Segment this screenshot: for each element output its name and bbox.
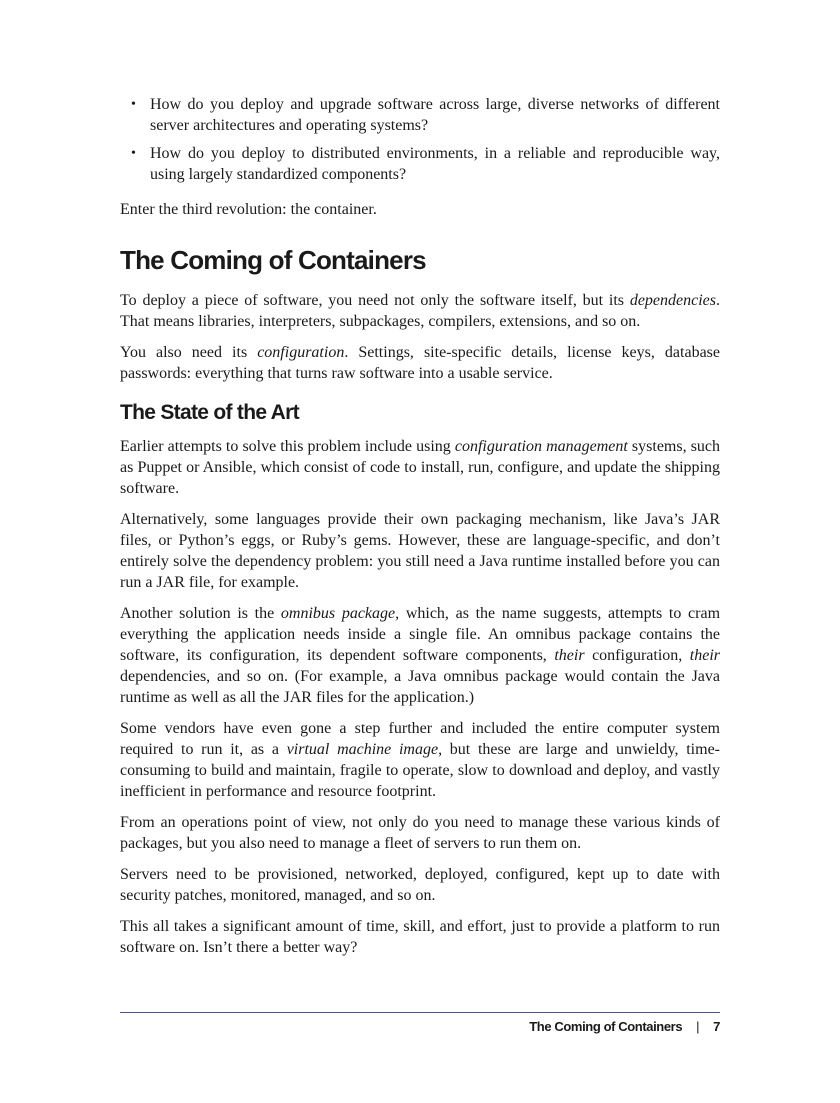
list-item: • How do you deploy to distributed environments, in a reliable and reproducible way, using largely standardized components? <box>131 145 720 183</box>
bullet-icon: • <box>131 97 136 112</box>
page-footer <box>529 1019 720 1034</box>
paragraph: Some vendors have even gone a step further and included the entire computer system required to run it, as a virtual machine image, but these are large and unwieldy, time-consuming to build and maintain, fragile to operate, slow to download and deploy, and vastly inefficient in performance and resource footprint. <box>120 720 721 800</box>
page-number: 7 <box>713 1019 720 1034</box>
paragraph: From an operations point of view, not only do you need to manage these various kinds of packages, but you also need to manage a fleet of servers to run them on. <box>120 814 720 852</box>
running-title: The Coming of Containers <box>529 1019 683 1034</box>
paragraph: You also need its configuration. Settings, site-specific details, license keys, database passwords: everything that turns raw software into a usable service. <box>120 344 720 382</box>
paragraph: Servers need to be provisioned, networked, deployed, configured, kept up to date with security patches, monitored, managed, and so on. <box>120 866 720 904</box>
paragraph: Alternatively, some languages provide their own packaging mechanism, like Java’s JAR files, or Python’s eggs, or Ruby’s gems. However, these are language-specific, and don’t entirely solve the dependency problem: you still need a Java runtime installed before you can run a JAR file, for example. <box>120 511 720 591</box>
bullet-list <box>120 94 720 185</box>
footer-divider <box>120 1012 720 1013</box>
paragraph: This all takes a significant amount of time, skill, and effort, just to provide a platform to run software on. Isn’t there a better way? <box>120 918 720 956</box>
list-item: • How do you deploy and upgrade software across large, diverse networks of different server architectures and operating systems? <box>131 96 720 134</box>
footer-separator: | <box>696 1019 700 1034</box>
bullet-icon: • <box>131 146 136 161</box>
page-body <box>120 94 720 968</box>
paragraph: Earlier attempts to solve this problem include using configuration management systems, such as Puppet or Ansible, which consist of code to install, run, configure, and update the shipping software. <box>120 438 721 497</box>
paragraph: To deploy a piece of software, you need not only the software itself, but its dependencies. That means libraries, interpreters, subpackages, compilers, extensions, and so on. <box>120 292 720 330</box>
chapter-heading: The Coming of Containers <box>120 245 426 275</box>
section-heading: The State of the Art <box>120 401 299 424</box>
intro-paragraph: Enter the third revolution: the container. <box>120 201 377 218</box>
paragraph: Another solution is the omnibus package, which, as the name suggests, attempts to cram everything the application needs inside a single file. An omnibus package contains the software, its configuration, its dependent software components, their configuration, their dependencies, and so on. (For example, a Java omnibus package would contain the Java runtime as well as all the JAR files for the application.) <box>120 605 721 706</box>
